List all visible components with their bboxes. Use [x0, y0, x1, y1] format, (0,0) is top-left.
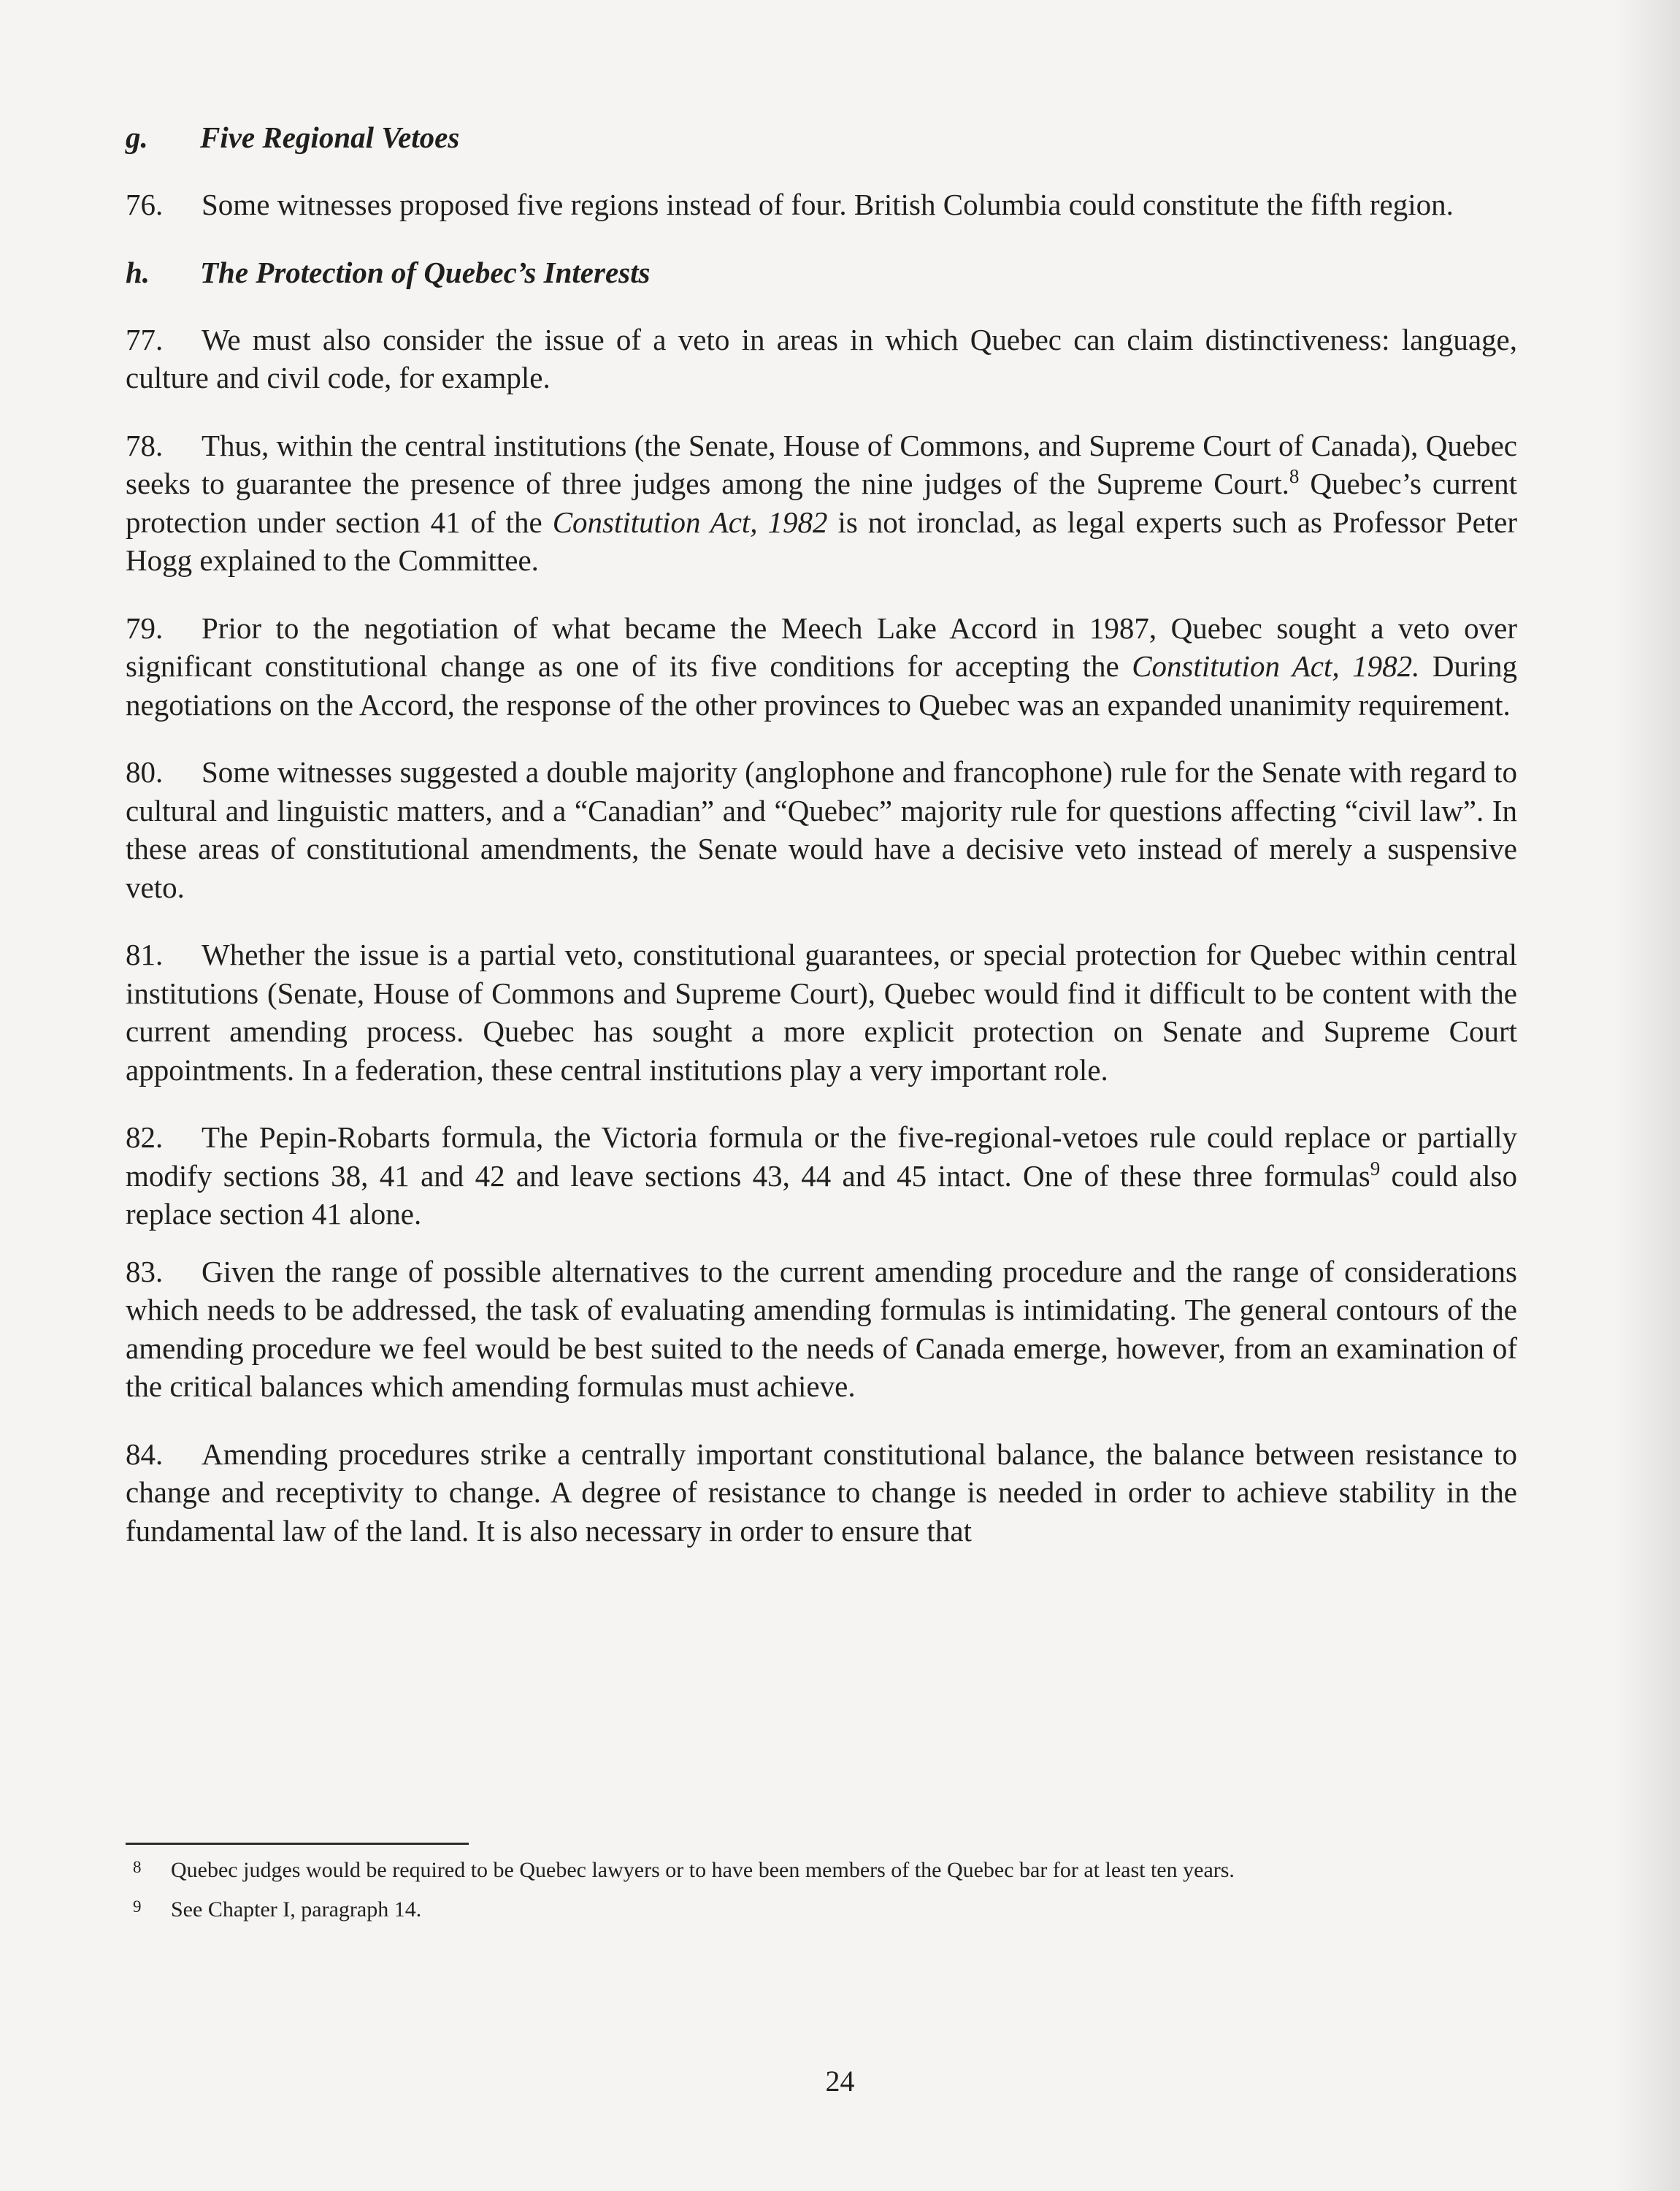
paragraph-number: 82.	[126, 1120, 164, 1154]
paragraph-text: Prior to the negotiation of what became the Meech Lake Accord in 1987, Quebec sought a veto over significant constitutional change as one of its five conditions for accepting the	[126, 611, 1517, 683]
paragraph-text: is not ironclad, as legal experts such as Professor Peter Hogg explained to the Committee.	[126, 505, 1518, 577]
paragraph-text: Quebec’s current protection under section 41 of the	[126, 467, 1517, 539]
paragraph-text: Amending procedures strike a centrally important constitutional balance, the balance between resistance to change and receptivity to change. A degree of resistance to change is needed in order to achieve stability in the fundamental law of the land. It is also necessary in order to ensure that	[126, 1437, 1517, 1548]
footnote-text: See Chapter I, paragraph 14.	[171, 1897, 422, 1922]
paragraph-text: Whether the issue is a partial veto, constitutional guarantees, or special protection for Quebec within central institutions (Senate, House of Commons and Supreme Court), Quebec would find it difficult to be content with the current amending process. Quebec has sought a more explicit protection on Senate and Supreme Court appointments. In a federation, these central institutions play a very important role.	[126, 938, 1517, 1087]
paragraph-84	[126, 1435, 1517, 1550]
footnote-9	[126, 1894, 1517, 1925]
paragraph-81	[126, 936, 1517, 1089]
paragraph-78	[126, 427, 1517, 580]
footnote-divider	[126, 1843, 469, 1845]
paragraph-number: 83.	[126, 1254, 164, 1288]
page-number: 24	[825, 2065, 855, 2098]
paragraph-77	[126, 321, 1517, 397]
paragraph-number: 78.	[126, 428, 164, 462]
section-letter: h.	[126, 255, 150, 289]
paragraph-text: We must also consider the issue of a veto in areas in which Quebec can claim distinctiveness: language, culture and civil code, for example.	[126, 322, 1517, 394]
paragraph-number: 77.	[126, 322, 164, 356]
footnote-reference-8: 8	[1289, 465, 1300, 487]
paragraph-text: Given the range of possible alternatives to the current amending procedure and the range of considerations which needs to be addressed, the task of evaluating amending formulas is intimidating. The general contours of the amending procedure we feel would be best suited to the needs of Canada emerge, however, from an examination of the critical balances which amending formulas must achieve.	[126, 1254, 1517, 1403]
paragraph-80	[126, 753, 1517, 906]
section-heading-g	[126, 118, 1517, 156]
paragraph-number: 76.	[126, 188, 164, 221]
paragraph-82	[126, 1118, 1517, 1234]
paragraph-number: 79.	[126, 611, 164, 645]
section-title: Five Regional Vetoes	[200, 121, 460, 154]
section-title: The Protection of Quebec’s Interests	[200, 255, 651, 289]
footnote-reference-9: 9	[1370, 1157, 1381, 1179]
section-letter: g.	[126, 121, 148, 154]
paragraph-79	[126, 609, 1517, 724]
section-heading-h	[126, 253, 1517, 291]
footnote-text: Quebec judges would be required to be Quebec lawyers or to have been members of the Quebec bar for at least ten years.	[171, 1858, 1235, 1882]
paragraph-text: During negotiations on the Accord, the response of the other provinces to Quebec was an expanded unanimity requirement.	[126, 649, 1518, 722]
paragraph-text: Some witnesses proposed five regions instead of four. British Columbia could constitute the fifth region.	[202, 188, 1454, 221]
footnotes	[126, 1855, 1517, 1934]
paragraph-83	[126, 1253, 1517, 1406]
paragraph-text: Some witnesses suggested a double majority (anglophone and francophone) rule for the Senate with regard to cultural and linguistic matters, and a “Canadian” and “Quebec” majority rule for questions affecting “civil law”. In these areas of constitutional amendments, the Senate would have a decisive veto instead of merely a suspensive veto.	[126, 755, 1517, 904]
paragraph-text: could also replace section 41 alone.	[126, 1158, 1517, 1231]
paragraph-text: The Pepin-Robarts formula, the Victoria formula or the five-regional-vetoes rule could replace or partially modify sections 38, 41 and 42 and leave sections 43, 44 and 45 intact. One of these three formulas	[126, 1120, 1517, 1193]
paragraph-76	[126, 186, 1517, 224]
paragraph-number: 84.	[126, 1437, 164, 1471]
footnote-mark: 8	[133, 1858, 142, 1876]
footnote-mark: 9	[133, 1897, 142, 1916]
act-title: Constitution Act, 1982	[552, 505, 828, 539]
paragraph-number: 80.	[126, 755, 164, 789]
page-edge-shadow	[1614, 0, 1680, 2191]
page-body	[126, 118, 1517, 1579]
footnote-8	[126, 1855, 1517, 1886]
act-title: Constitution Act, 1982.	[1132, 649, 1420, 683]
paragraph-number: 81.	[126, 938, 164, 971]
paragraph-text: Thus, within the central institutions (the Senate, House of Commons, and Supreme Court of Canada), Quebec seeks to guarantee the presence of three judges among the nine judges of the Supreme Court.	[126, 428, 1517, 500]
